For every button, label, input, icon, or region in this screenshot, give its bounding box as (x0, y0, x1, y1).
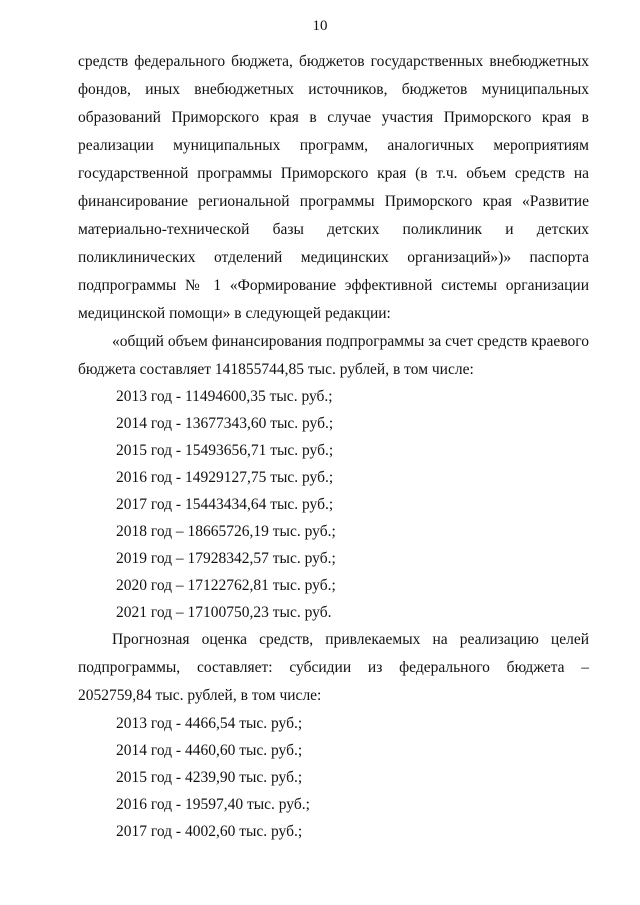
paragraph1-line: средств федерального бюджета, бюджетов государственных внебюджетных (78, 53, 589, 70)
federal-item: 2014 год - 4460,60 тыс. руб.; (116, 742, 303, 759)
budget-item: 2013 год - 11494600,35 тыс. руб.; (116, 388, 333, 405)
budget-item: 2018 год – 18665726,19 тыс. руб.; (116, 523, 336, 540)
federal-item: 2016 год - 19597,40 тыс. руб.; (116, 796, 310, 813)
paragraph3-line: Прогнозная оценка средств, привлекаемых на реализацию целей (112, 631, 589, 648)
paragraph1-line: образований Приморского края в случае участия Приморского края в (78, 109, 589, 126)
budget-item: 2015 год - 15493656,71 тыс. руб.; (116, 442, 334, 459)
paragraph1-line: материально-технической базы детских поликлиник и детских (78, 221, 589, 238)
page-number: 10 (312, 18, 328, 34)
budget-item: 2020 год – 17122762,81 тыс. руб.; (116, 577, 336, 594)
budget-item: 2017 год - 15443434,64 тыс. руб.; (116, 496, 334, 513)
federal-item: 2013 год - 4466,54 тыс. руб.; (116, 715, 303, 732)
paragraph1-line: реализации муниципальных программ, аналогичных мероприятиям (78, 137, 589, 154)
budget-item: 2016 год - 14929127,75 тыс. руб.; (116, 469, 334, 486)
paragraph3-line: 2052759,84 тыс. рублей, в том числе: (78, 687, 322, 704)
budget-item: 2019 год – 17928342,57 тыс. руб.; (116, 550, 336, 567)
paragraph1-line: подпрограммы № 1 «Формирование эффективной системы организации (78, 277, 589, 294)
federal-item: 2017 год - 4002,60 тыс. руб.; (116, 823, 303, 840)
federal-item: 2015 год - 4239,90 тыс. руб.; (116, 769, 303, 786)
paragraph1-line: фондов, иных внебюджетных источников, бюджетов муниципальных (78, 81, 589, 98)
paragraph2-line: бюджета составляет 141855744,85 тыс. рублей, в том числе: (78, 361, 474, 378)
paragraph2-line: «общий объем финансирования подпрограммы за счет средств краевого (112, 333, 589, 350)
paragraph1-line: медицинской помощи» в следующей редакции: (78, 305, 391, 322)
paragraph1-line: государственной программы Приморского края (в т.ч. объем средств на (78, 165, 589, 182)
paragraph3-line: подпрограммы, составляет: субсидии из федерального бюджета – (78, 659, 589, 676)
paragraph1-line: поликлинических отделений медицинских организаций»)» паспорта (78, 249, 589, 266)
budget-item: 2014 год - 13677343,60 тыс. руб.; (116, 415, 334, 432)
budget-item: 2021 год – 17100750,23 тыс. руб. (116, 604, 332, 621)
paragraph1-line: финансирование региональной программы Приморского края «Развитие (78, 193, 589, 210)
